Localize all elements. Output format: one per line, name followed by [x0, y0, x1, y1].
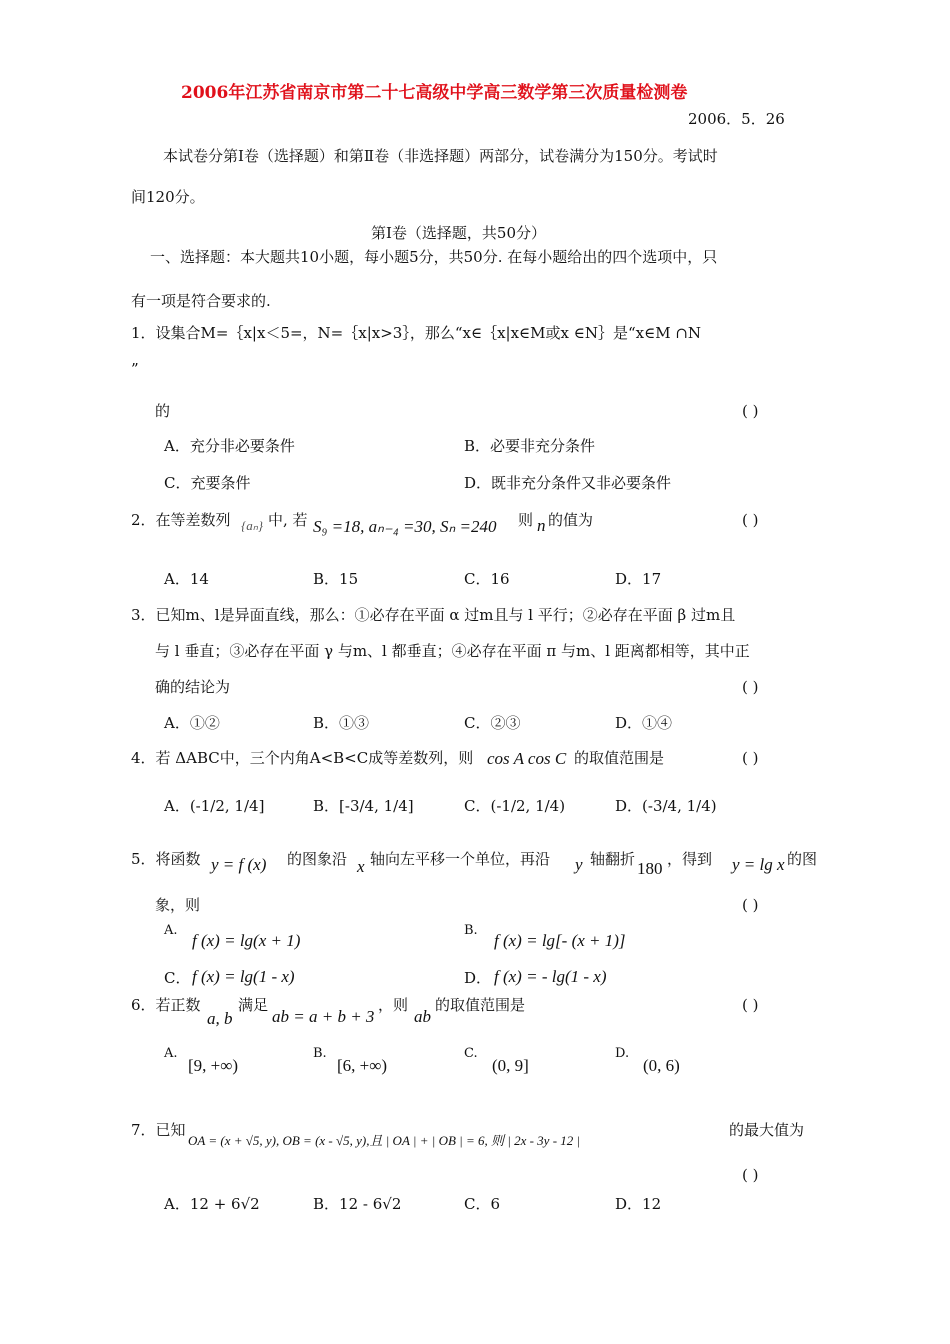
q5-function: y = f (x)	[211, 855, 267, 874]
q1-stem: 1．设集合M=｛x|x＜5=，N=｛x|x>3｝，那么“x∈｛x|x∈M或x ∈N｝是“x∈M ∩N	[131, 324, 702, 342]
q6-option-c: (0, 9]	[492, 1056, 529, 1075]
q7-option-d: D．12	[615, 1195, 662, 1213]
q5-option-b-label: B.	[464, 923, 478, 938]
q6-answer-paren: ( )	[742, 996, 759, 1014]
q2-condition: S₉ =18, aₙ₋₄ =30, Sₙ =240	[313, 517, 497, 536]
q5-line-2: 象，则	[155, 896, 201, 914]
q5-part-6: 的图	[787, 850, 818, 868]
q3-option-b: B．①③	[313, 714, 370, 732]
q4-option-d: D．(-3/4, 1/4)	[615, 797, 717, 815]
q6-option-d: (0, 6)	[643, 1056, 680, 1075]
q6-ab: a, b	[207, 1009, 233, 1028]
q5-option-a-label: A.	[164, 923, 178, 938]
exam-title: 2006年江苏省南京市第二十七高级中学高三数学第三次质量检测卷	[181, 83, 688, 103]
q7-option-a: A．12 + 6√2	[164, 1195, 260, 1213]
part1-instructions-1: 一、选择题：本大题共10小题，每小题5分，共50分. 在每小题给出的四个选项中，只	[150, 248, 718, 266]
q7-option-c: C．6	[464, 1195, 501, 1213]
q3-answer-paren: ( )	[742, 678, 759, 696]
q6-part-4: 的取值范围是	[435, 996, 526, 1014]
intro-line-1: 本试卷分第Ⅰ卷（选择题）和第Ⅱ卷（非选择题）两部分，试卷满分为150分。考试时	[163, 147, 718, 165]
q5-answer-paren: ( )	[742, 896, 759, 914]
intro-line-2: 间120分。	[131, 188, 205, 206]
q4-end: 的取值范围是	[574, 749, 665, 767]
q7-vectors: OA = (x + √5, y), OB = (x - √5, y),且 | OA | + | OB | = 6, 则 | 2x - 3y - 12 |	[188, 1133, 581, 1148]
q5-option-b: f (x) = lg[- (x + 1)]	[494, 931, 626, 950]
q3-option-c: C．②③	[464, 714, 521, 732]
q1-option-c: C．充要条件	[164, 474, 251, 492]
part1-heading: 第Ⅰ卷（选择题，共50分）	[371, 224, 547, 242]
q3-option-d: D．①④	[615, 714, 673, 732]
q6-option-d-label: D.	[615, 1046, 630, 1061]
q2-option-d: D．17	[615, 570, 662, 588]
q6-equation: ab = a + b + 3	[272, 1007, 375, 1026]
q1-quote: ”	[131, 360, 139, 378]
q2-prefix: 2．在等差数列	[131, 511, 231, 529]
q4-option-b: B．[-3/4, 1/4]	[313, 797, 414, 815]
q5-option-d: f (x) = - lg(1 - x)	[494, 967, 607, 986]
q7-answer-paren: ( )	[742, 1166, 759, 1184]
q6-option-c-label: C.	[464, 1046, 478, 1061]
q2-sequence: {aₙ}	[241, 518, 264, 533]
q5-result-function: y = lg x	[732, 855, 785, 874]
q2-end: 的值为	[548, 511, 594, 529]
q6-option-a-label: A.	[164, 1046, 178, 1061]
q4-answer-paren: ( )	[742, 749, 759, 767]
q7-part-1: 7．已知	[131, 1121, 186, 1139]
q2-option-b: B．15	[313, 570, 359, 588]
q5-option-a: f (x) = lg(x + 1)	[192, 931, 301, 950]
q3-option-a: A．①②	[164, 714, 220, 732]
q6-part-3: ，则	[378, 996, 409, 1014]
q4-expression: cos A cos C	[487, 749, 567, 768]
q1-option-d: D．既非充分条件又非必要条件	[464, 474, 672, 492]
q1-option-a: A．充分非必要条件	[164, 437, 295, 455]
q5-option-c: f (x) = lg(1 - x)	[192, 967, 295, 986]
q6-part-2: 满足	[238, 996, 269, 1014]
q5-option-d-label: D．	[464, 969, 492, 987]
q7-part-2: 的最大值为	[729, 1121, 805, 1139]
q1-option-b: B．必要非充分条件	[464, 437, 596, 455]
q5-y: y	[575, 855, 583, 874]
q5-part-2: 的图象沿	[287, 850, 348, 868]
q3-line-1: 3．已知m、l是异面直线，那么：①必存在平面 α 过m且与 l 平行；②必存在平面 β 过m且	[131, 606, 736, 624]
q7-option-b: B．12 - 6√2	[313, 1195, 402, 1213]
q1-tail: 的	[155, 402, 171, 420]
q5-part-4: 轴翻折	[590, 850, 636, 868]
q2-option-c: C．16	[464, 570, 510, 588]
q2-mid: 中, 若	[268, 511, 308, 529]
q2-option-a: A．14	[164, 570, 209, 588]
q2-then: 则	[518, 511, 534, 529]
q6-option-b-label: B.	[313, 1046, 327, 1061]
q3-line-3: 确的结论为	[155, 678, 231, 696]
exam-date: 2006．5．26	[688, 110, 785, 128]
q6-ab-2: ab	[414, 1007, 431, 1026]
q2-var: n	[537, 516, 546, 535]
q5-x: x	[357, 857, 365, 876]
q4-option-c: C．(-1/2, 1/4)	[464, 797, 566, 815]
q5-part-5: ，得到	[667, 850, 713, 868]
q5-option-c-label: C．	[164, 969, 191, 987]
q4-option-a: A．(-1/2, 1/4]	[164, 797, 265, 815]
q5-part-3: 轴向左平移一个单位，再沿	[370, 850, 551, 868]
q3-line-2: 与 l 垂直；③必存在平面 γ 与m、l 都垂直；④必存在平面 π 与m、l 距离都相等，其中正	[155, 642, 750, 660]
part1-instructions-2: 有一项是符合要求的.	[131, 292, 271, 310]
q6-part-1: 6．若正数	[131, 996, 201, 1014]
q6-option-b: [6, +∞)	[337, 1056, 388, 1075]
q2-answer-paren: ( )	[742, 511, 759, 529]
q6-option-a: [9, +∞)	[188, 1056, 239, 1075]
q5-part-1: 5．将函数	[131, 850, 201, 868]
q4-stem: 4．若 ΔABC中，三个内角A<B<C成等差数列，则	[131, 749, 474, 767]
q5-degree: 180	[637, 859, 663, 878]
q1-answer-paren: ( )	[742, 402, 759, 420]
